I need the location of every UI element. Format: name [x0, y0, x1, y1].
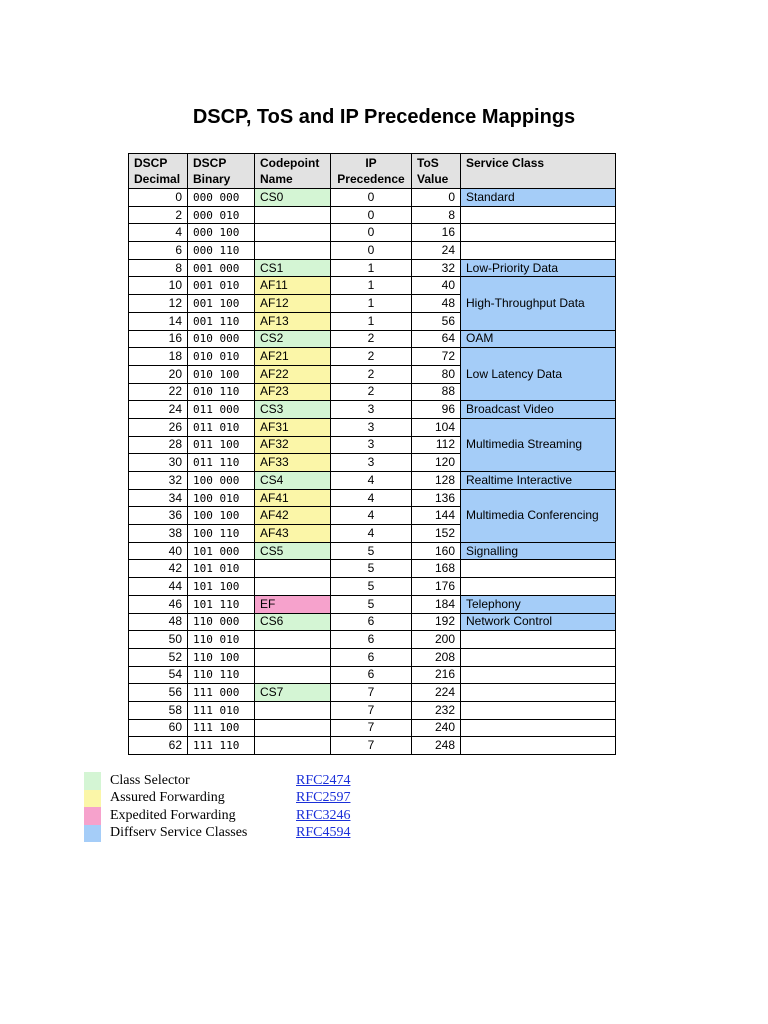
legend-label: Diffserv Service Classes — [110, 825, 248, 841]
codepoint-name-cell: AF12 — [255, 295, 331, 313]
ip-precedence-cell: 7 — [331, 737, 412, 755]
header-dscp-decimal: DSCP Decimal — [129, 154, 188, 189]
ip-precedence-cell: 0 — [331, 224, 412, 242]
codepoint-name-cell: AF21 — [255, 348, 331, 366]
ip-precedence-cell: 5 — [331, 542, 412, 560]
codepoint-name-cell — [255, 719, 331, 737]
codepoint-name-cell — [255, 701, 331, 719]
ip-precedence-cell: 4 — [331, 507, 412, 525]
tos-value-cell: 0 — [412, 189, 461, 207]
rfc-link[interactable]: RFC2474 — [296, 772, 351, 788]
dscp-decimal-cell: 2 — [129, 206, 188, 224]
ip-precedence-cell: 2 — [331, 383, 412, 401]
legend-label: Class Selector — [110, 772, 190, 788]
dscp-decimal-cell: 32 — [129, 472, 188, 490]
ip-precedence-cell: 7 — [331, 701, 412, 719]
service-class-cell: Signalling — [461, 542, 616, 560]
dscp-binary-cell: 111 000 — [188, 684, 255, 702]
dscp-binary-cell: 101 100 — [188, 578, 255, 596]
dscp-decimal-cell: 42 — [129, 560, 188, 578]
dscp-binary-cell: 110 110 — [188, 666, 255, 684]
dscp-binary-cell: 111 110 — [188, 737, 255, 755]
tos-value-cell: 104 — [412, 418, 461, 436]
tos-value-cell: 96 — [412, 401, 461, 419]
table-row — [129, 348, 616, 366]
codepoint-name-cell: CS2 — [255, 330, 331, 348]
service-class-cell: Low-Priority Data — [461, 259, 616, 277]
service-class-cell — [461, 578, 616, 596]
service-class-cell: Multimedia Streaming — [461, 418, 616, 471]
header-ip-precedence: IP Precedence — [331, 154, 412, 189]
ip-precedence-cell: 1 — [331, 277, 412, 295]
dscp-decimal-cell: 26 — [129, 418, 188, 436]
dscp-binary-cell: 010 110 — [188, 383, 255, 401]
service-class-cell — [461, 648, 616, 666]
dscp-binary-cell: 110 100 — [188, 648, 255, 666]
tos-value-cell: 80 — [412, 365, 461, 383]
dscp-binary-cell: 011 010 — [188, 418, 255, 436]
codepoint-name-cell — [255, 666, 331, 684]
dscp-decimal-cell: 0 — [129, 189, 188, 207]
dscp-binary-cell: 100 110 — [188, 525, 255, 543]
ip-precedence-cell: 4 — [331, 472, 412, 490]
service-class-cell — [461, 631, 616, 649]
ip-precedence-cell: 4 — [331, 525, 412, 543]
tos-value-cell: 24 — [412, 242, 461, 260]
tos-value-cell: 88 — [412, 383, 461, 401]
codepoint-name-cell: AF42 — [255, 507, 331, 525]
tos-value-cell: 192 — [412, 613, 461, 631]
dscp-decimal-cell: 34 — [129, 489, 188, 507]
tos-value-cell: 200 — [412, 631, 461, 649]
service-class-cell — [461, 719, 616, 737]
ip-precedence-cell: 1 — [331, 295, 412, 313]
dscp-binary-cell: 001 110 — [188, 312, 255, 330]
dscp-decimal-cell: 18 — [129, 348, 188, 366]
legend-item — [84, 790, 350, 808]
codepoint-name-cell: EF — [255, 595, 331, 613]
codepoint-name-cell: CS6 — [255, 613, 331, 631]
dscp-binary-cell: 010 000 — [188, 330, 255, 348]
tos-value-cell: 8 — [412, 206, 461, 224]
dscp-decimal-cell: 46 — [129, 595, 188, 613]
legend-swatch — [84, 825, 101, 843]
tos-value-cell: 232 — [412, 701, 461, 719]
legend — [84, 772, 350, 842]
header-codepoint-name: Codepoint Name — [255, 154, 331, 189]
rfc-link[interactable]: RFC2597 — [296, 790, 351, 806]
ip-precedence-cell: 3 — [331, 454, 412, 472]
dscp-decimal-cell: 24 — [129, 401, 188, 419]
ip-precedence-cell: 2 — [331, 365, 412, 383]
table-header-row — [129, 154, 616, 189]
dscp-decimal-cell: 62 — [129, 737, 188, 755]
service-class-cell: Telephony — [461, 595, 616, 613]
dscp-decimal-cell: 12 — [129, 295, 188, 313]
table-row — [129, 595, 616, 613]
header-dscp-binary: DSCP Binary — [188, 154, 255, 189]
service-class-cell: Low Latency Data — [461, 348, 616, 401]
dscp-binary-cell: 001 000 — [188, 259, 255, 277]
table-row — [129, 472, 616, 490]
tos-value-cell: 152 — [412, 525, 461, 543]
tos-value-cell: 144 — [412, 507, 461, 525]
codepoint-name-cell — [255, 648, 331, 666]
dscp-binary-cell: 001 010 — [188, 277, 255, 295]
codepoint-name-cell — [255, 631, 331, 649]
rfc-link[interactable]: RFC3246 — [296, 807, 351, 823]
dscp-decimal-cell: 48 — [129, 613, 188, 631]
table-row — [129, 684, 616, 702]
dscp-decimal-cell: 4 — [129, 224, 188, 242]
service-class-cell — [461, 206, 616, 224]
tos-value-cell: 240 — [412, 719, 461, 737]
tos-value-cell: 160 — [412, 542, 461, 560]
service-class-cell — [461, 701, 616, 719]
codepoint-name-cell — [255, 242, 331, 260]
service-class-cell — [461, 737, 616, 755]
service-class-cell: Multimedia Conferencing — [461, 489, 616, 542]
table-row — [129, 259, 616, 277]
header-tos-value: ToS Value — [412, 154, 461, 189]
codepoint-name-cell: AF11 — [255, 277, 331, 295]
dscp-binary-cell: 111 100 — [188, 719, 255, 737]
tos-value-cell: 40 — [412, 277, 461, 295]
table-row — [129, 719, 616, 737]
dscp-binary-cell: 101 110 — [188, 595, 255, 613]
codepoint-name-cell: CS1 — [255, 259, 331, 277]
tos-value-cell: 184 — [412, 595, 461, 613]
codepoint-name-cell: AF22 — [255, 365, 331, 383]
table-row — [129, 418, 616, 436]
dscp-binary-cell: 110 010 — [188, 631, 255, 649]
tos-value-cell: 176 — [412, 578, 461, 596]
table-row — [129, 578, 616, 596]
dscp-binary-cell: 010 100 — [188, 365, 255, 383]
dscp-binary-cell: 000 000 — [188, 189, 255, 207]
dscp-mapping-table — [128, 153, 616, 755]
ip-precedence-cell: 1 — [331, 259, 412, 277]
codepoint-name-cell: AF13 — [255, 312, 331, 330]
table-row — [129, 613, 616, 631]
codepoint-name-cell: AF41 — [255, 489, 331, 507]
service-class-cell: Realtime Interactive — [461, 472, 616, 490]
dscp-binary-cell: 001 100 — [188, 295, 255, 313]
ip-precedence-cell: 0 — [331, 206, 412, 224]
table-row — [129, 242, 616, 260]
dscp-decimal-cell: 8 — [129, 259, 188, 277]
table-row — [129, 701, 616, 719]
legend-swatch — [84, 807, 101, 825]
dscp-binary-cell: 011 110 — [188, 454, 255, 472]
tos-value-cell: 48 — [412, 295, 461, 313]
service-class-cell: OAM — [461, 330, 616, 348]
tos-value-cell: 136 — [412, 489, 461, 507]
codepoint-name-cell: AF43 — [255, 525, 331, 543]
legend-item — [84, 807, 350, 825]
table-row — [129, 648, 616, 666]
legend-swatch — [84, 772, 101, 790]
service-class-cell — [461, 560, 616, 578]
codepoint-name-cell — [255, 578, 331, 596]
dscp-decimal-cell: 50 — [129, 631, 188, 649]
dscp-decimal-cell: 40 — [129, 542, 188, 560]
codepoint-name-cell: CS0 — [255, 189, 331, 207]
codepoint-name-cell — [255, 737, 331, 755]
dscp-binary-cell: 011 100 — [188, 436, 255, 454]
tos-value-cell: 64 — [412, 330, 461, 348]
tos-value-cell: 72 — [412, 348, 461, 366]
codepoint-name-cell — [255, 560, 331, 578]
ip-precedence-cell: 0 — [331, 189, 412, 207]
service-class-cell: Broadcast Video — [461, 401, 616, 419]
dscp-binary-cell: 100 100 — [188, 507, 255, 525]
ip-precedence-cell: 0 — [331, 242, 412, 260]
codepoint-name-cell: AF32 — [255, 436, 331, 454]
tos-value-cell: 248 — [412, 737, 461, 755]
tos-value-cell: 16 — [412, 224, 461, 242]
ip-precedence-cell: 1 — [331, 312, 412, 330]
dscp-binary-cell: 000 100 — [188, 224, 255, 242]
ip-precedence-cell: 2 — [331, 330, 412, 348]
ip-precedence-cell: 4 — [331, 489, 412, 507]
legend-item — [84, 772, 350, 790]
ip-precedence-cell: 3 — [331, 418, 412, 436]
dscp-binary-cell: 100 000 — [188, 472, 255, 490]
table-row — [129, 189, 616, 207]
service-class-cell — [461, 224, 616, 242]
dscp-decimal-cell: 56 — [129, 684, 188, 702]
ip-precedence-cell: 6 — [331, 631, 412, 649]
rfc-link[interactable]: RFC4594 — [296, 825, 351, 841]
dscp-binary-cell: 111 010 — [188, 701, 255, 719]
service-class-cell: Standard — [461, 189, 616, 207]
ip-precedence-cell: 6 — [331, 666, 412, 684]
ip-precedence-cell: 3 — [331, 401, 412, 419]
dscp-decimal-cell: 38 — [129, 525, 188, 543]
codepoint-name-cell: AF33 — [255, 454, 331, 472]
tos-value-cell: 120 — [412, 454, 461, 472]
table-row — [129, 224, 616, 242]
table-row — [129, 631, 616, 649]
page-title: DSCP, ToS and IP Precedence Mappings — [192, 106, 576, 128]
dscp-decimal-cell: 10 — [129, 277, 188, 295]
table-row — [129, 489, 616, 507]
ip-precedence-cell: 5 — [331, 595, 412, 613]
table-row — [129, 401, 616, 419]
codepoint-name-cell: AF31 — [255, 418, 331, 436]
dscp-decimal-cell: 36 — [129, 507, 188, 525]
ip-precedence-cell: 3 — [331, 436, 412, 454]
ip-precedence-cell: 6 — [331, 613, 412, 631]
legend-label: Expedited Forwarding — [110, 807, 236, 823]
tos-value-cell: 56 — [412, 312, 461, 330]
dscp-decimal-cell: 16 — [129, 330, 188, 348]
legend-item — [84, 825, 350, 843]
ip-precedence-cell: 7 — [331, 719, 412, 737]
table-body — [129, 189, 616, 755]
dscp-binary-cell: 101 010 — [188, 560, 255, 578]
dscp-binary-cell: 110 000 — [188, 613, 255, 631]
dscp-binary-cell: 010 010 — [188, 348, 255, 366]
dscp-decimal-cell: 44 — [129, 578, 188, 596]
tos-value-cell: 208 — [412, 648, 461, 666]
dscp-decimal-cell: 6 — [129, 242, 188, 260]
ip-precedence-cell: 6 — [331, 648, 412, 666]
dscp-decimal-cell: 20 — [129, 365, 188, 383]
dscp-binary-cell: 100 010 — [188, 489, 255, 507]
codepoint-name-cell: CS7 — [255, 684, 331, 702]
table-row — [129, 277, 616, 295]
codepoint-name-cell — [255, 206, 331, 224]
dscp-binary-cell: 011 000 — [188, 401, 255, 419]
dscp-decimal-cell: 30 — [129, 454, 188, 472]
service-class-cell — [461, 684, 616, 702]
dscp-decimal-cell: 14 — [129, 312, 188, 330]
service-class-cell — [461, 666, 616, 684]
codepoint-name-cell — [255, 224, 331, 242]
legend-label: Assured Forwarding — [110, 790, 225, 806]
tos-value-cell: 216 — [412, 666, 461, 684]
tos-value-cell: 128 — [412, 472, 461, 490]
ip-precedence-cell: 7 — [331, 684, 412, 702]
tos-value-cell: 112 — [412, 436, 461, 454]
codepoint-name-cell: AF23 — [255, 383, 331, 401]
table-row — [129, 206, 616, 224]
codepoint-name-cell: CS3 — [255, 401, 331, 419]
service-class-cell — [461, 242, 616, 260]
dscp-decimal-cell: 58 — [129, 701, 188, 719]
table-row — [129, 542, 616, 560]
service-class-cell: Network Control — [461, 613, 616, 631]
table-row — [129, 737, 616, 755]
dscp-decimal-cell: 28 — [129, 436, 188, 454]
dscp-decimal-cell: 52 — [129, 648, 188, 666]
codepoint-name-cell: CS4 — [255, 472, 331, 490]
dscp-binary-cell: 000 110 — [188, 242, 255, 260]
dscp-binary-cell: 101 000 — [188, 542, 255, 560]
tos-value-cell: 168 — [412, 560, 461, 578]
tos-value-cell: 224 — [412, 684, 461, 702]
service-class-cell: High-Throughput Data — [461, 277, 616, 330]
codepoint-name-cell: CS5 — [255, 542, 331, 560]
table-row — [129, 666, 616, 684]
dscp-binary-cell: 000 010 — [188, 206, 255, 224]
dscp-decimal-cell: 22 — [129, 383, 188, 401]
dscp-decimal-cell: 54 — [129, 666, 188, 684]
dscp-decimal-cell: 60 — [129, 719, 188, 737]
legend-swatch — [84, 790, 101, 808]
table-row — [129, 560, 616, 578]
ip-precedence-cell: 5 — [331, 578, 412, 596]
header-service-class: Service Class — [461, 154, 616, 189]
ip-precedence-cell: 5 — [331, 560, 412, 578]
ip-precedence-cell: 2 — [331, 348, 412, 366]
tos-value-cell: 32 — [412, 259, 461, 277]
table-row — [129, 330, 616, 348]
